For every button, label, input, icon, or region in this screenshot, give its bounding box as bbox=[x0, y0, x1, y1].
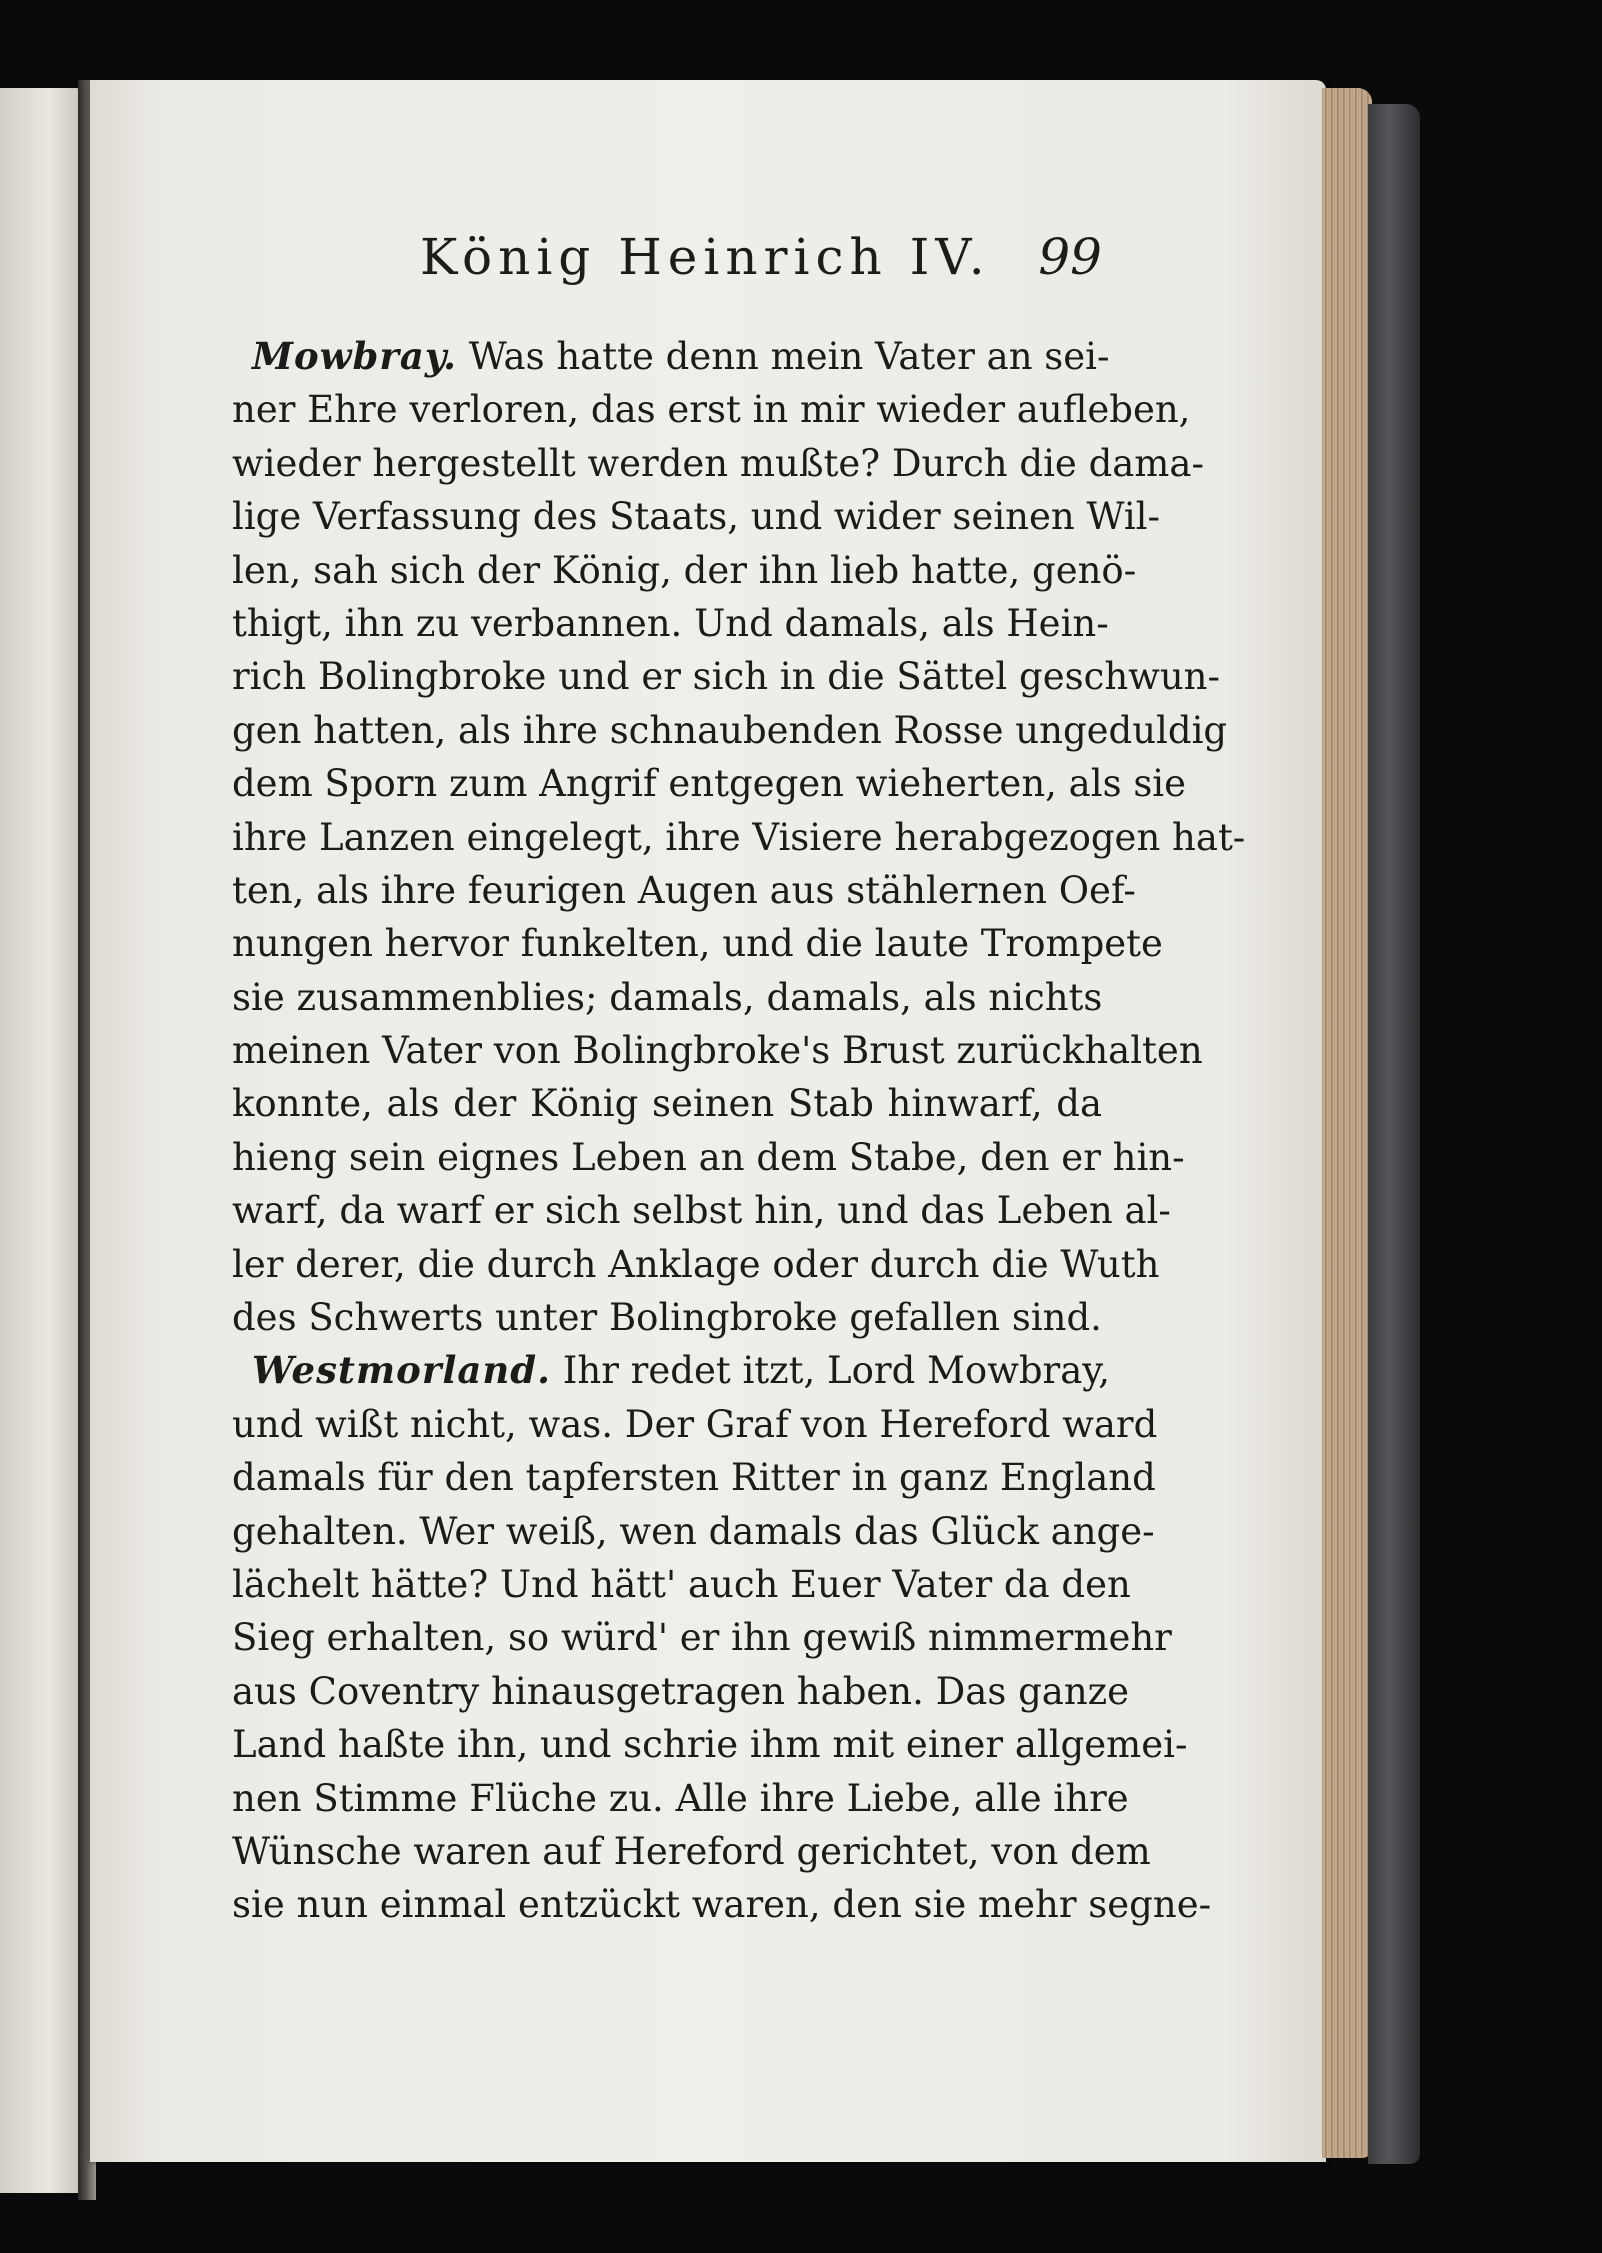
text-line: hieng sein eignes Leben an dem Stabe, den er hin- bbox=[232, 1135, 1185, 1179]
text-line: meinen Vater von Bolingbroke's Brust zurückhalten bbox=[232, 1029, 1203, 1073]
text-line: ihre Lanzen eingelegt, ihre Visiere herabgezogen hat- bbox=[232, 815, 1246, 859]
speaker-name: Westmorland. bbox=[252, 1348, 552, 1393]
text-line: gen hatten, als ihre schnaubenden Rosse ungeduldig bbox=[232, 708, 1228, 752]
text-line: konnte, als der König seinen Stab hinwarf, da bbox=[232, 1082, 1102, 1126]
text-line bbox=[232, 330, 1110, 383]
running-title: König Heinrich IV. bbox=[420, 228, 991, 286]
speaker-name: Mowbray. bbox=[252, 334, 457, 378]
page-number: 99 bbox=[1038, 228, 1102, 286]
text-line: Wünsche waren auf Hereford gerichtet, von dem bbox=[232, 1829, 1151, 1873]
text-line: dem Sporn zum Angrif entgegen wieherten, als sie bbox=[232, 762, 1187, 806]
text-line: ner Ehre verloren, das erst in mir wieder aufleben, bbox=[232, 388, 1191, 432]
text-line: ler derer, die durch Anklage oder durch die Wuth bbox=[232, 1242, 1160, 1286]
text-line: sie nun einmal entzückt waren, den sie mehr segne- bbox=[232, 1883, 1212, 1927]
speech-text: Ihr redet itzt, Lord Mowbray, bbox=[551, 1349, 1111, 1393]
text-line: len, sah sich der König, der ihn lieb hatte, genö- bbox=[232, 548, 1137, 592]
text-line: thigt, ihn zu verbannen. Und damals, als Hein- bbox=[232, 601, 1109, 645]
text-line: ten, als ihre feurigen Augen aus stählernen Oef- bbox=[232, 868, 1136, 912]
text-line bbox=[232, 1344, 1111, 1397]
left-facing-page bbox=[0, 88, 82, 2193]
text-line: lige Verfassung des Staats, und wider seinen Wil- bbox=[232, 495, 1161, 539]
text-line: gehalten. Wer weiß, wen damals das Glück ange- bbox=[232, 1509, 1155, 1553]
text-line: damals für den tapfersten Ritter in ganz England bbox=[232, 1456, 1156, 1500]
text-line: Land haßte ihn, und schrie ihm mit einer allgemei- bbox=[232, 1723, 1188, 1767]
text-line: rich Bolingbroke und er sich in die Sättel geschwun- bbox=[232, 655, 1220, 699]
text-line: lächelt hätte? Und hätt' auch Euer Vater da den bbox=[232, 1562, 1131, 1606]
page-edges bbox=[1322, 88, 1372, 2158]
book-cover bbox=[1368, 104, 1420, 2164]
text-line: warf, da warf er sich selbst hin, und das Leben al- bbox=[232, 1189, 1171, 1233]
text-line: wieder hergestellt werden mußte? Durch die dama- bbox=[232, 441, 1204, 485]
page-header bbox=[420, 228, 1120, 308]
text-line: aus Coventry hinausgetragen haben. Das ganze bbox=[232, 1669, 1130, 1713]
text-line: Sieg erhalten, so würd' er ihn gewiß nimmermehr bbox=[232, 1616, 1172, 1660]
text-block bbox=[232, 330, 1246, 1932]
speech-text: Was hatte denn mein Vater an sei- bbox=[456, 335, 1110, 378]
text-line: sie zusammenblies; damals, damals, als nichts bbox=[232, 975, 1103, 1019]
text-line: nen Stimme Flüche zu. Alle ihre Liebe, alle ihre bbox=[232, 1776, 1129, 1820]
text-line: und wißt nicht, was. Der Graf von Hereford ward bbox=[232, 1402, 1158, 1446]
text-line: des Schwerts unter Bolingbroke gefallen sind. bbox=[232, 1296, 1102, 1340]
text-line: nungen hervor funkelten, und die laute Trompete bbox=[232, 922, 1163, 966]
